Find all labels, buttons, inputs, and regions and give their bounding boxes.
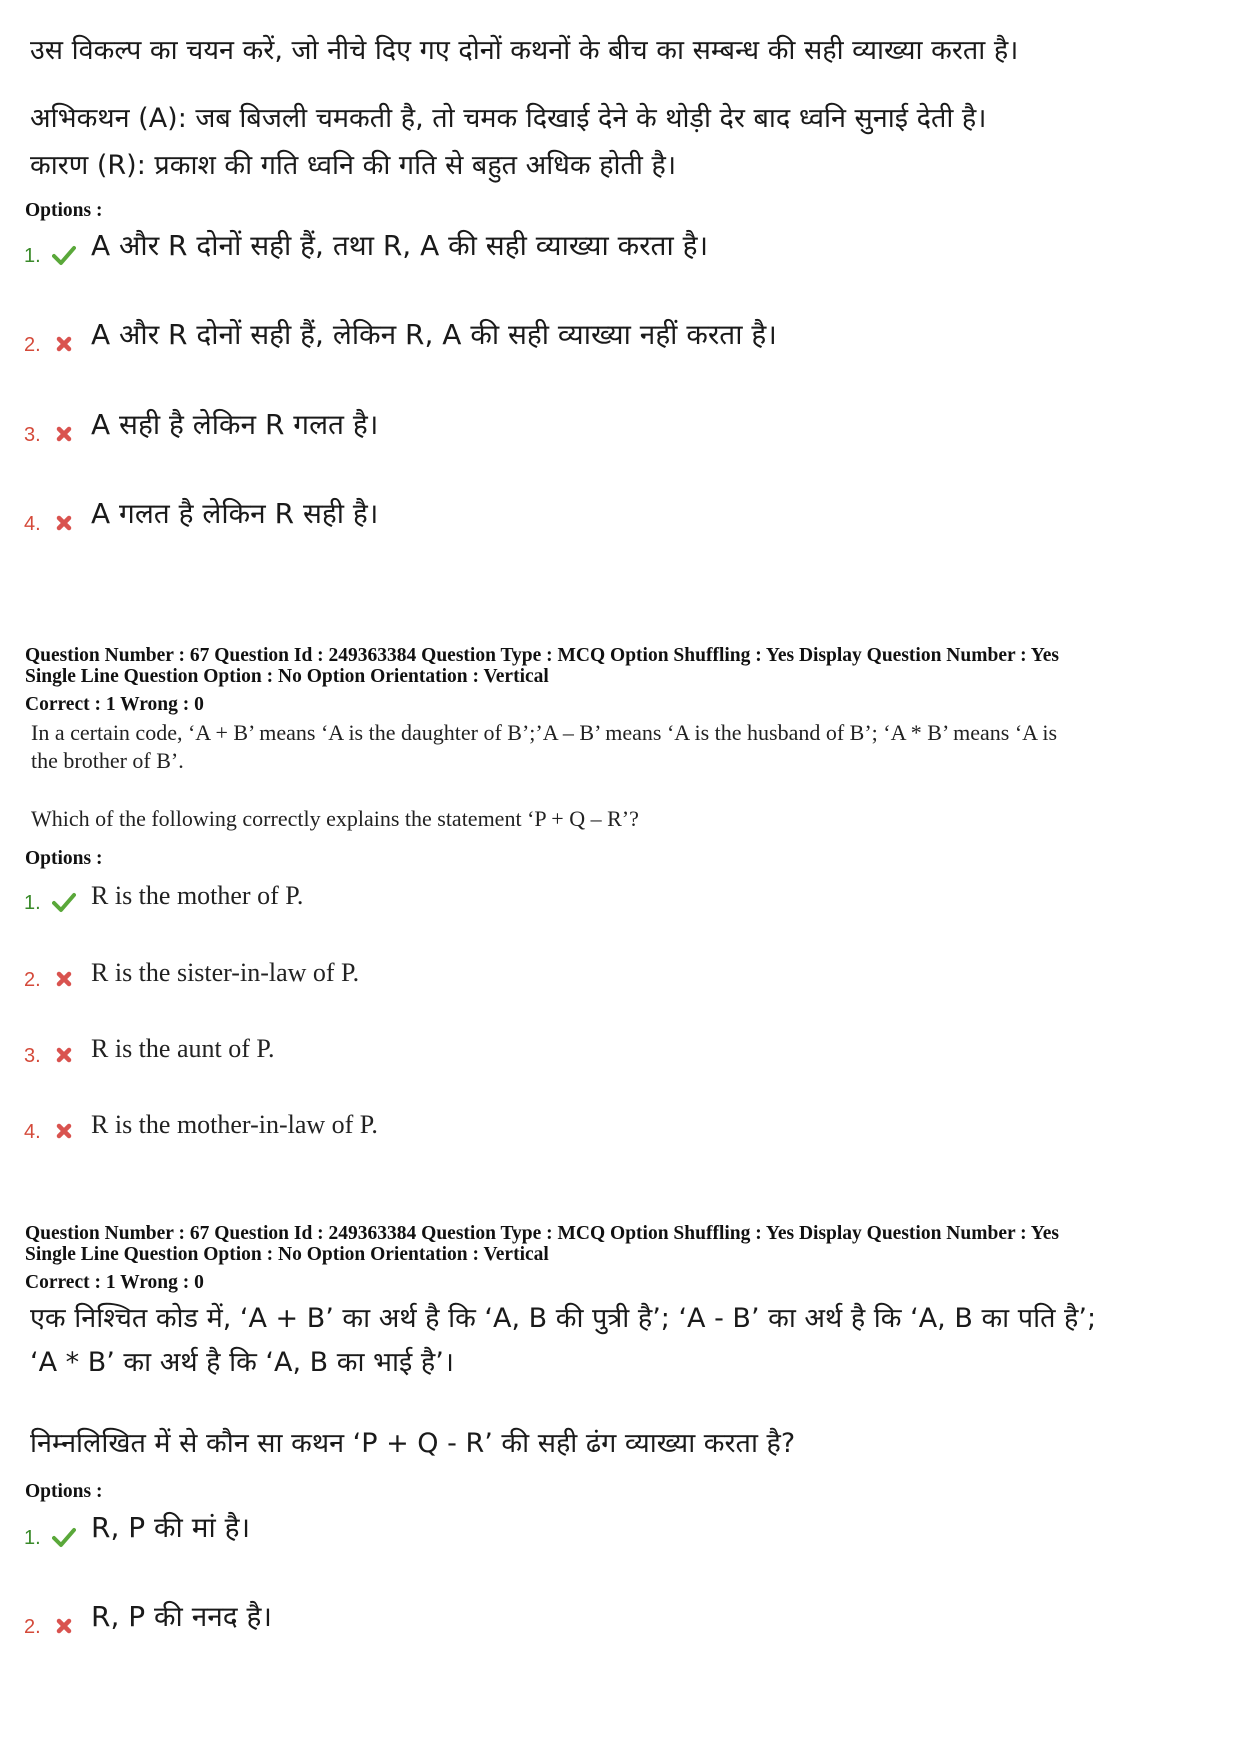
option-4 xyxy=(24,496,1174,536)
wrong-cross-icon xyxy=(52,333,76,355)
marking-scheme: Correct : 1 Wrong : 0 xyxy=(25,1272,204,1293)
correct-check-icon xyxy=(52,244,76,266)
option-text: R is the mother-in-law of P. xyxy=(91,1110,378,1139)
wrong-cross-icon xyxy=(52,512,76,534)
option-number: 4. xyxy=(24,513,41,535)
question-text: एक निश्चित कोड में, ‘A + B’ का अर्थ है कि ‘A, B की पुत्री है’; ‘A - B’ का अर्थ है कि ‘A, B का पति है’; xyxy=(30,1303,1097,1334)
wrong-cross-icon xyxy=(52,1615,76,1637)
option-2 xyxy=(24,952,1174,992)
option-2 xyxy=(24,1599,1174,1639)
options-label: Options : xyxy=(25,200,103,221)
option-number: 4. xyxy=(24,1121,41,1143)
question-text: the brother of B’. xyxy=(31,748,184,773)
options-label: Options : xyxy=(25,848,103,869)
options-label: Options : xyxy=(25,1481,103,1502)
option-4 xyxy=(24,1104,1174,1144)
option-text: R is the mother of P. xyxy=(91,881,304,910)
option-number: 3. xyxy=(24,1045,41,1067)
option-text: A और R दोनों सही हैं, तथा R, A की सही व्याख्या करता है। xyxy=(91,229,709,262)
option-number: 1. xyxy=(24,245,41,267)
correct-check-icon xyxy=(52,1526,76,1548)
marking-scheme: Correct : 1 Wrong : 0 xyxy=(25,694,204,715)
correct-check-icon xyxy=(52,891,76,913)
question-meta-line: Question Number : 67 Question Id : 249363384 Question Type : MCQ Option Shuffling : Yes Display Question Number : Yes xyxy=(25,645,1059,666)
option-number: 3. xyxy=(24,424,41,446)
wrong-cross-icon xyxy=(52,968,76,990)
option-1 xyxy=(24,875,1174,915)
option-number: 2. xyxy=(24,334,41,356)
option-number: 2. xyxy=(24,1616,41,1638)
question-text: In a certain code, ‘A + B’ means ‘A is the daughter of B’;’A – B’ means ‘A is the husband of B’; ‘A * B’ means ‘A is xyxy=(31,720,1058,745)
option-1 xyxy=(24,1510,1174,1550)
option-text: A और R दोनों सही हैं, लेकिन R, A की सही व्याख्या नहीं करता है। xyxy=(91,318,777,351)
option-text: R is the sister-in-law of P. xyxy=(91,958,360,987)
assertion-text: अभिकथन (A): जब बिजली चमकती है, तो चमक दिखाई देने के थोड़ी देर बाद ध्वनि सुनाई देती है। xyxy=(30,103,987,134)
option-text: R, P की ननद है। xyxy=(91,1600,273,1633)
option-number: 1. xyxy=(24,892,41,914)
question-meta-line: Question Number : 67 Question Id : 249363384 Question Type : MCQ Option Shuffling : Yes Display Question Number : Yes xyxy=(25,1223,1059,1244)
wrong-cross-icon xyxy=(52,423,76,445)
option-text: R is the aunt of P. xyxy=(91,1034,275,1063)
option-number: 1. xyxy=(24,1527,41,1549)
option-number: 2. xyxy=(24,969,41,991)
option-text: R, P की मां है। xyxy=(91,1511,251,1544)
option-text: A गलत है लेकिन R सही है। xyxy=(91,497,379,530)
reason-text: कारण (R): प्रकाश की गति ध्वनि की गति से बहुत अधिक होती है। xyxy=(30,150,677,181)
wrong-cross-icon xyxy=(52,1044,76,1066)
question-text: Which of the following correctly explains the statement ‘P + Q – R’? xyxy=(31,806,639,831)
question-text: निम्नलिखित में से कौन सा कथन ‘P + Q - R’ की सही ढंग व्याख्या करता है? xyxy=(30,1428,796,1459)
wrong-cross-icon xyxy=(52,1120,76,1142)
option-2 xyxy=(24,317,1174,357)
question-meta-line: Single Line Question Option : No Option Orientation : Vertical xyxy=(25,666,549,687)
question-text: ‘A * B’ का अर्थ है कि ‘A, B का भाई है’। xyxy=(30,1347,455,1378)
option-text: A सही है लेकिन R गलत है। xyxy=(91,408,379,441)
option-3 xyxy=(24,407,1174,447)
option-1 xyxy=(24,228,1174,268)
question-meta-line: Single Line Question Option : No Option Orientation : Vertical xyxy=(25,1244,549,1265)
instruction-text: उस विकल्प का चयन करें, जो नीचे दिए गए दोनों कथनों के बीच का सम्बन्ध की सही व्याख्या करता है। xyxy=(30,35,1019,66)
option-3 xyxy=(24,1028,1174,1068)
